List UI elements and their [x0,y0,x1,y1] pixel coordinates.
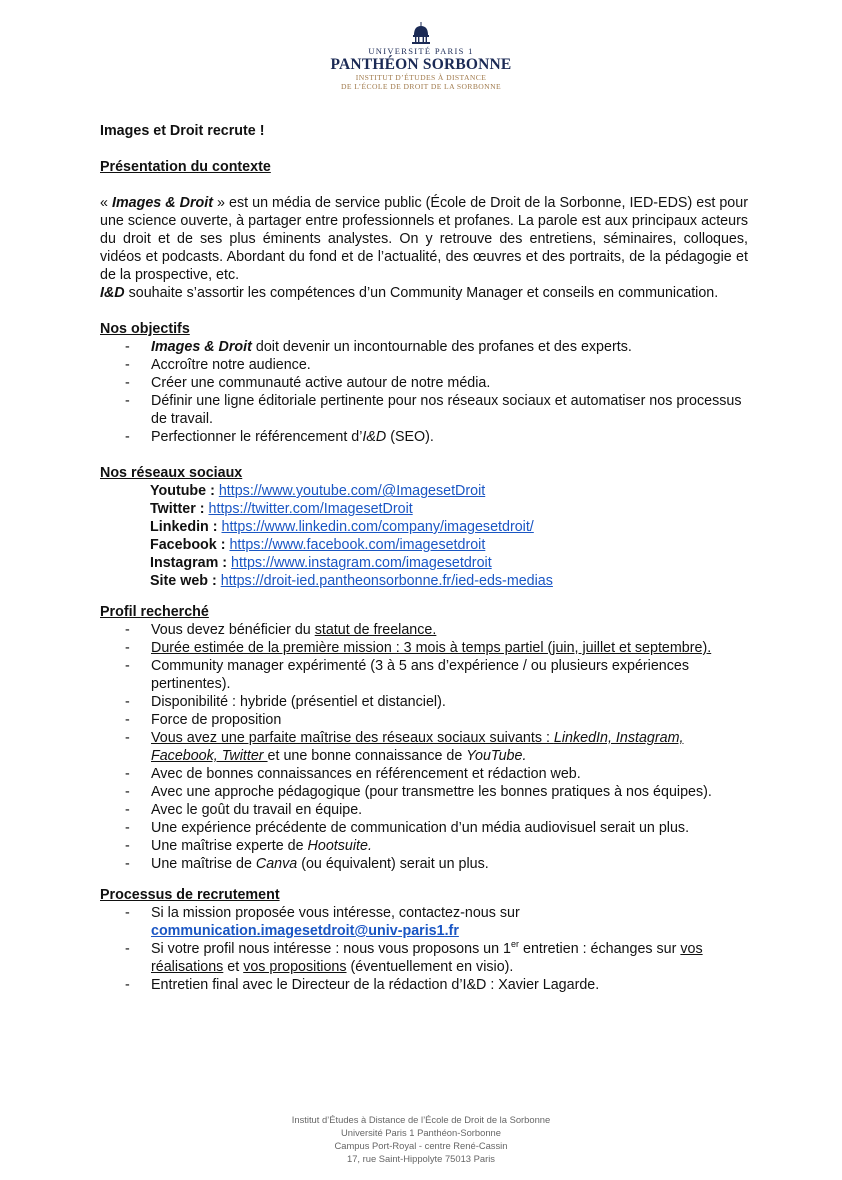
instagram-link[interactable]: https://www.instagram.com/imagesetdroit [231,555,492,571]
logo-university-line: UNIVERSITÉ PARIS 1 [368,46,474,56]
list-item: - Une maîtrise de Canva (ou équivalent) serait un plus. [125,856,489,872]
footer-line: Campus Port-Royal - centre René-Cassin [334,1140,508,1151]
list-item: - Vous avez une parfaite maîtrise des réseaux sociaux suivants : LinkedIn, Instagram, Facebook, Twitter et une bonne connaissance de YouTube. [125,730,684,764]
list-item: - Disponibilité : hybride (présentiel et distanciel). [125,694,446,710]
network-facebook: Facebook : https://www.facebook.com/imagesetdroit [150,537,486,553]
pantheon-dome-icon [410,22,432,44]
list-item: - Avec de bonnes connaissances en référencement et rédaction web. [125,766,581,782]
process-list [100,904,748,994]
objectives-list [100,338,748,446]
list-item: - Avec une approche pédagogique (pour transmettre les bonnes pratiques à nos équipes). [125,784,712,800]
list-item: - Une expérience précédente de communication d’un média audiovisuel serait un plus. [125,820,690,836]
footer-line: Université Paris 1 Panthéon-Sorbonne [341,1127,501,1138]
process-heading: Processus de recrutement [100,887,280,903]
list-item: - Force de proposition [125,712,282,728]
list-item: - Une maîtrise experte de Hootsuite. [125,838,372,854]
profile-list [100,621,748,873]
logo-subtitle-2: DE L’ÉCOLE DE DROIT DE LA SORBONNE [341,82,501,91]
network-linkedin: Linkedin : https://www.linkedin.com/company/imagesetdroit/ [150,519,534,535]
university-logo [300,22,542,91]
list-item: - Accroître notre audience. [125,357,311,373]
linkedin-link[interactable]: https://www.linkedin.com/company/imagesetdroit/ [221,519,534,535]
footer-line: 17, rue Saint-Hippolyte 75013 Paris [346,1153,495,1164]
objectives-heading: Nos objectifs [100,321,190,337]
network-website: Site web : https://droit-ied.pantheonsorbonne.fr/ied-eds-medias [150,573,553,589]
brand-name: Images & Droit [111,195,213,211]
network-youtube: Youtube : https://www.youtube.com/@ImagesetDroit [150,483,486,499]
context-paragraph-1: « Images & Droit » est un média de service public (École de Droit de la Sorbonne, IED-EDS) est pour une science ouverte, à partager entre professionnels et profanes. La parole est aux principaux acteurs du droit et de ses plus éminents analystes. On y retrouve des entretiens, séminaires, colloques, vidéos et podcasts. Abordant du fond et de l’actualité, des œuvres et des portraits, de la pédagogie et de la prospective, etc. [100,195,748,283]
network-twitter: Twitter : https://twitter.com/ImagesetDroit [150,501,413,517]
facebook-link[interactable]: https://www.facebook.com/imagesetdroit [229,537,486,553]
page-footer [200,1113,642,1165]
list-item: - Vous devez bénéficier du statut de freelance. [125,622,437,638]
list-item: - Community manager expérimenté (3 à 5 ans d’expérience / ou plusieurs expériences pertinentes). [125,658,690,692]
list-item: - Si la mission proposée vous intéresse, contactez-nous sur communication.imagesetdroit@univ-paris1.fr [125,905,520,939]
contact-email-link[interactable]: communication.imagesetdroit@univ-paris1.fr [151,923,459,939]
list-item: - Perfectionner le référencement d’I&D (SEO). [125,429,434,445]
footer-line: Institut d’Études à Distance de l’École de Droit de la Sorbonne [291,1114,551,1125]
list-item: - Avec le goût du travail en équipe. [125,802,363,818]
twitter-link[interactable]: https://twitter.com/ImagesetDroit [208,501,413,517]
networks-heading: Nos réseaux sociaux [100,465,243,481]
context-heading: Présentation du contexte [100,159,271,175]
context-paragraph-2: I&D souhaite s’assortir les compétences d’un Community Manager et conseils en communication. [100,285,719,301]
list-item: - Créer une communauté active autour de notre média. [125,375,491,391]
youtube-link[interactable]: https://www.youtube.com/@ImagesetDroit [218,483,486,499]
profile-heading: Profil recherché [100,604,209,620]
logo-subtitle-1: INSTITUT D’ÉTUDES À DISTANCE [355,73,487,82]
page-title: Images et Droit recrute ! [100,123,265,139]
list-item: - Images & Droit doit devenir un incontournable des profanes et des experts. [125,339,632,355]
website-link[interactable]: https://droit-ied.pantheonsorbonne.fr/ied-eds-medias [220,573,553,589]
list-item: - Si votre profil nous intéresse : nous vous proposons un 1er entretien : échanges sur vos réalisations et vos propositions (éventuellement en visio). [125,939,703,975]
list-item: - Durée estimée de la première mission : 3 mois à temps partiel (juin, juillet et septembre). [125,640,712,656]
logo-name: PANTHÉON SORBONNE [330,56,512,73]
network-instagram: Instagram : https://www.instagram.com/imagesetdroit [150,555,492,571]
list-item: - Entretien final avec le Directeur de la rédaction d’I&D : Xavier Lagarde. [125,977,600,993]
document-body [100,122,748,994]
brand-abbrev: I&D [100,285,125,301]
list-item: - Définir une ligne éditoriale pertinente pour nos réseaux sociaux et automatiser nos processus de travail. [125,393,742,427]
